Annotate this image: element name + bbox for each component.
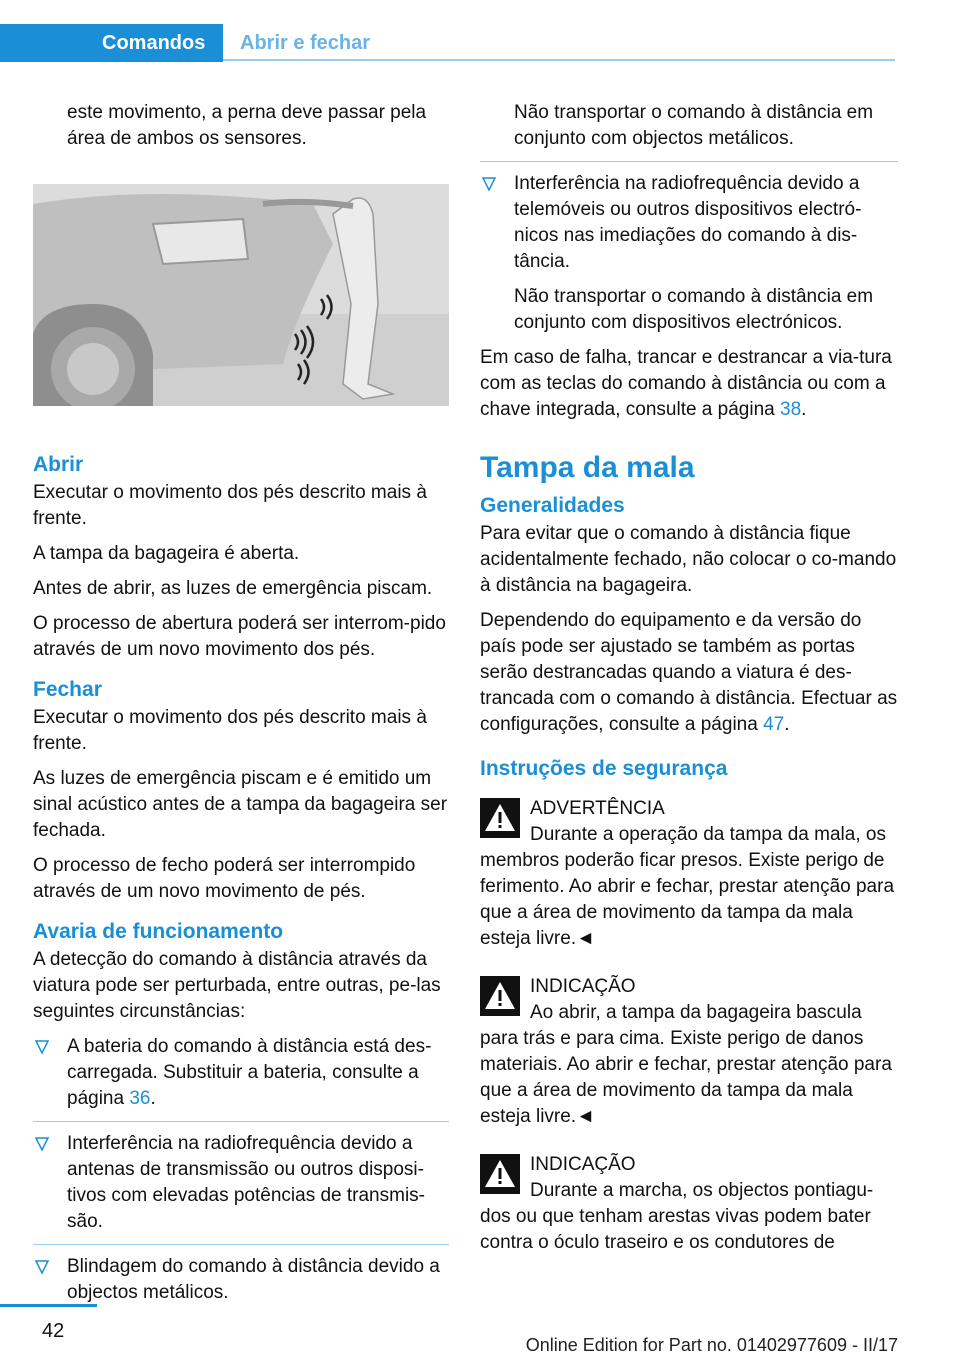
list-divider (33, 1121, 449, 1122)
gen-text: Dependendo do equipamento e da versão do país pode ser ajustado se também as portas serão destrancadas quando a viatura é des‐trancada com o comando à distância. Efectuar as configurações, consulte a página (480, 610, 898, 735)
abrir-paragraph-2: A tampa da bagageira é aberta. (33, 543, 300, 564)
warning-triangle-icon (480, 976, 520, 1016)
section-tab: Comandos (0, 24, 223, 62)
page-link-36[interactable]: 36 (129, 1088, 151, 1109)
list-item (33, 1034, 449, 1112)
gen-end: . (784, 714, 790, 735)
fechar-paragraph-1: Executar o movimento dos pés descrito mais à frente. (33, 707, 427, 754)
header-divider (223, 59, 895, 61)
right-column (480, 100, 898, 1256)
warning-title: ADVERTÊNCIA (530, 798, 665, 819)
bullet-text: A bateria do comando à distância está des‐carregada. Substituir a bateria, consulte a página (67, 1036, 432, 1109)
tailgate-foot-sensor-illustration (33, 184, 449, 406)
bullet-note: Não transportar o comando à distância em conjunto com dispositivos electrónicos. (514, 286, 874, 333)
notice-block (480, 974, 898, 1130)
notice-title: INDICAÇÃO (530, 1154, 636, 1175)
abrir-paragraph-3: Antes de abrir, as luzes de emergência piscam. (33, 578, 433, 599)
list-item (33, 1131, 449, 1235)
heading-tampa-da-mala: Tampa da mala (480, 451, 695, 484)
warning-block (480, 796, 898, 952)
fechar-paragraph-3: O processo de fecho poderá ser interrompido através de um novo movimento de pés. (33, 855, 416, 902)
fechar-paragraph-2: As luzes de emergência piscam e é emitido um sinal acústico antes de a tampa da bagageira ser fechada. (33, 768, 448, 841)
edition-note: Online Edition for Part no. 01402977609 - II/17 (525, 1335, 898, 1355)
falha-end: . (801, 399, 807, 420)
left-column (33, 100, 449, 1315)
footer-divider (0, 1304, 97, 1307)
abrir-paragraph-1: Executar o movimento dos pés descrito mais à frente. (33, 482, 427, 529)
bullet-end: . (150, 1088, 156, 1109)
triangle-bullet-icon (480, 175, 498, 193)
notice-text: Ao abrir, a tampa da bagageira bascula para trás e para cima. Existe perigo de danos materiais. Ao abrir e fechar, prestar atenção para que a área de movimento da tampa da mala esteja livre.◄ (480, 1002, 892, 1127)
subsection-tab: Abrir e fechar (240, 32, 371, 54)
list-divider (33, 1244, 449, 1245)
generalidades-paragraph-2 (480, 608, 898, 738)
heading-seguranca: Instruções de segurança (480, 757, 728, 780)
generalidades-paragraph-1: Para evitar que o comando à distância fique acidentalmente fechado, não colocar o co‐mando à distância na bagageira. (480, 523, 897, 596)
heading-fechar: Fechar (33, 678, 102, 701)
list-item (480, 171, 898, 275)
triangle-bullet-icon (33, 1038, 51, 1056)
avaria-paragraph: A detecção do comando à distância através da viatura pode ser perturbada, entre outras, pe‐las seguintes circunstâncias: (33, 949, 441, 1022)
warning-triangle-icon (480, 798, 520, 838)
heading-abrir: Abrir (33, 453, 84, 476)
page-link-38[interactable]: 38 (780, 399, 802, 420)
abrir-paragraph-4: O processo de abertura poderá ser interrom‐pido através de um novo movimento dos pés. (33, 613, 446, 660)
continued-paragraph: Não transportar o comando à distância em conjunto com objectos metálicos. (514, 102, 874, 149)
list-divider (480, 161, 898, 162)
warning-triangle-icon (480, 1154, 520, 1194)
heading-generalidades: Generalidades (480, 494, 625, 517)
page-link-47[interactable]: 47 (763, 714, 785, 735)
heading-avaria: Avaria de funcionamento (33, 920, 284, 943)
triangle-bullet-icon (33, 1258, 51, 1276)
notice-block (480, 1152, 898, 1256)
falha-paragraph (480, 345, 898, 423)
triangle-bullet-icon (33, 1135, 51, 1153)
falha-text: Em caso de falha, trancar e destrancar a via‐tura com as teclas do comando à distância ou com a chave integrada, consulte a página (480, 347, 892, 420)
notice-title: INDICAÇÃO (530, 976, 636, 997)
warning-text: Durante a operação da tampa da mala, os membros poderão ficar presos. Existe perigo de ferimento. Ao abrir e fechar, prestar atenção para que a área de movimento da tampa da mala esteja livre.◄ (480, 824, 895, 949)
list-item (33, 1254, 449, 1306)
page-header (0, 0, 960, 62)
notice-text: Durante a marcha, os objectos pontiagu‐dos ou que tenham arestas vivas podem bater contra o óculo traseiro e os condutores de (480, 1180, 874, 1253)
bullet-text: Interferência na radiofrequência devido a telemóveis ou outros dispositivos electró‐nicos nas imediações do comando à dis‐tância. (514, 173, 862, 272)
bullet-text: Blindagem do comando à distância devido a objectos metálicos. (67, 1256, 440, 1303)
intro-paragraph: este movimento, a perna deve passar pela área de ambos os sensores. (67, 102, 427, 149)
page-number: 42 (42, 1320, 65, 1342)
bullet-text: Interferência na radiofrequência devido a antenas de transmissão ou outros disposi‐tivos com elevadas potências de transmis‐são. (67, 1133, 425, 1232)
